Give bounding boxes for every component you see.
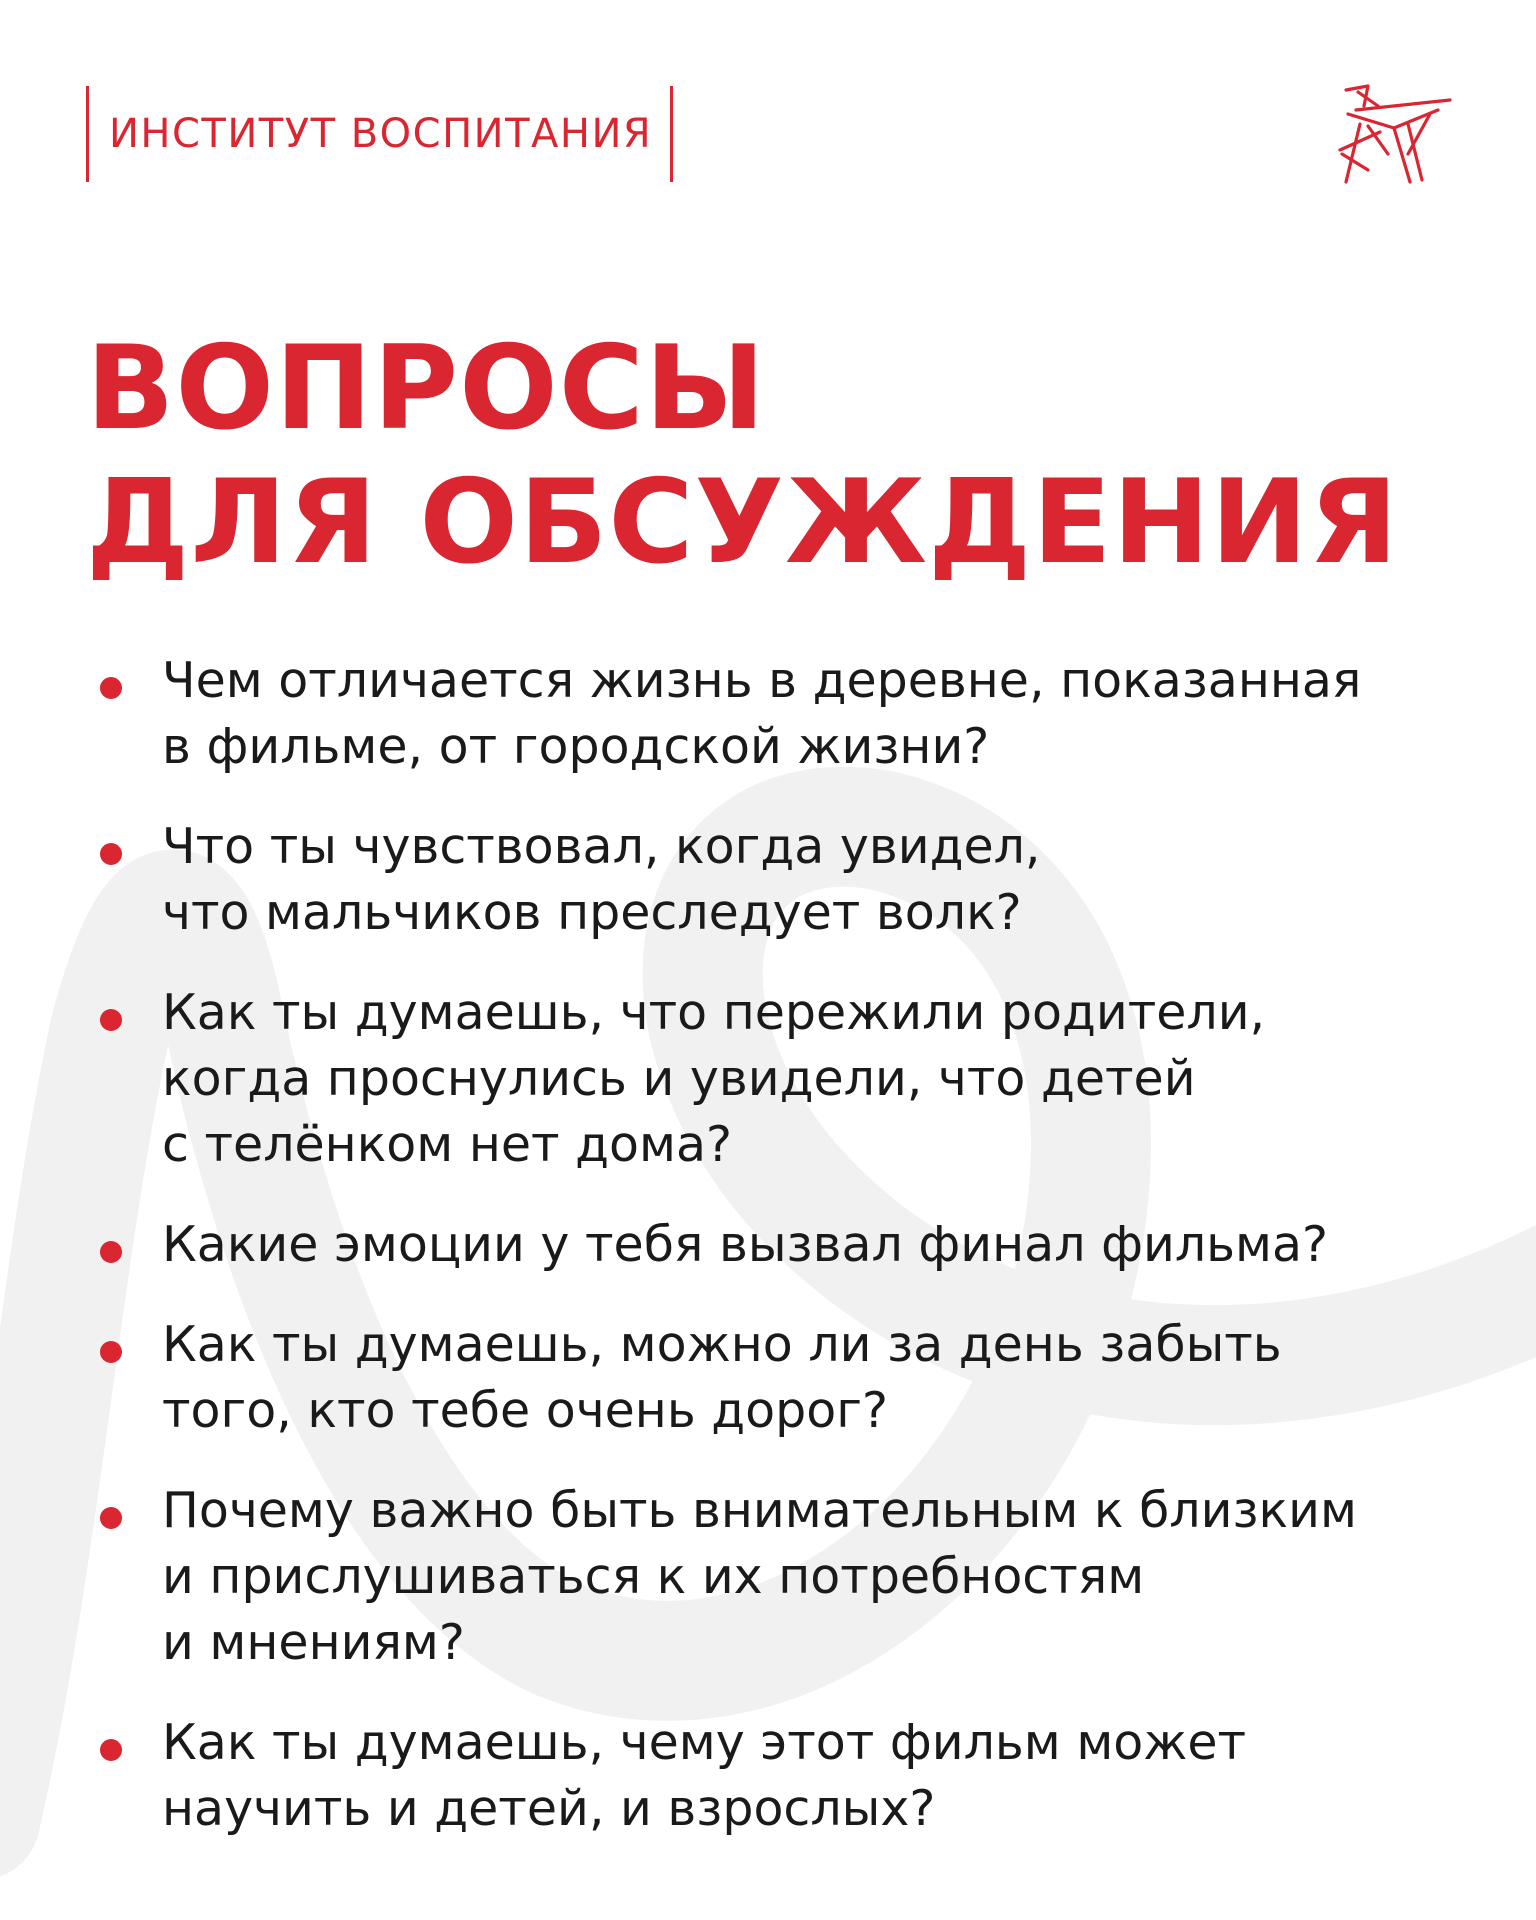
question-text <box>162 1478 1490 1676</box>
question-line: с телёнком нет дома? <box>162 1116 732 1173</box>
question-text <box>162 1212 1490 1278</box>
question-item <box>90 814 1490 946</box>
brand-header <box>86 86 673 182</box>
question-item <box>90 1212 1490 1278</box>
question-line: и мнениям? <box>162 1614 465 1671</box>
question-line: и прислушиваться к их потребностям <box>162 1548 1145 1605</box>
question-text <box>162 1710 1490 1842</box>
bullet-dot-icon <box>100 1009 122 1031</box>
page-title <box>86 322 1399 590</box>
title-line-1: ВОПРОСЫ <box>86 321 767 456</box>
title-line-2: ДЛЯ ОБСУЖДЕНИЯ <box>86 455 1399 590</box>
stylized-horse-icon <box>1334 84 1456 184</box>
question-line: Какие эмоции у тебя вызвал финал фильма? <box>162 1216 1329 1273</box>
question-item <box>90 1478 1490 1676</box>
question-item <box>90 980 1490 1178</box>
question-line: Почему важно быть внимательным к близким <box>162 1482 1357 1539</box>
question-line: в фильме, от городской жизни? <box>162 718 990 775</box>
bullet-dot-icon <box>100 1507 122 1529</box>
question-item <box>90 1710 1490 1842</box>
question-line: Чем отличается жизнь в деревне, показанная <box>162 652 1362 709</box>
bullet-dot-icon <box>100 1241 122 1263</box>
question-line: Как ты думаешь, чему этот фильм может <box>162 1714 1247 1771</box>
question-line: когда проснулись и увидели, что детей <box>162 1050 1196 1107</box>
question-text <box>162 648 1490 780</box>
question-line: Что ты чувствовал, когда увидел, <box>162 818 1041 875</box>
question-text <box>162 1312 1490 1444</box>
bullet-dot-icon <box>100 1341 122 1363</box>
question-text <box>162 980 1490 1178</box>
brand-name: ИНСТИТУТ ВОСПИТАНИЯ <box>109 111 653 157</box>
question-list <box>90 648 1490 1876</box>
bullet-dot-icon <box>100 677 122 699</box>
question-item <box>90 1312 1490 1444</box>
question-item <box>90 648 1490 780</box>
bullet-dot-icon <box>100 1739 122 1761</box>
question-line: научить и детей, и взрослых? <box>162 1780 936 1837</box>
question-text <box>162 814 1490 946</box>
question-line: что мальчиков преследует волк? <box>162 884 1022 941</box>
question-line: Как ты думаешь, можно ли за день забыть <box>162 1316 1282 1373</box>
brand-divider-right <box>670 86 673 182</box>
bullet-dot-icon <box>100 843 122 865</box>
question-line: Как ты думаешь, что пережили родители, <box>162 984 1266 1041</box>
question-line: того, кто тебе очень дорог? <box>162 1382 888 1439</box>
